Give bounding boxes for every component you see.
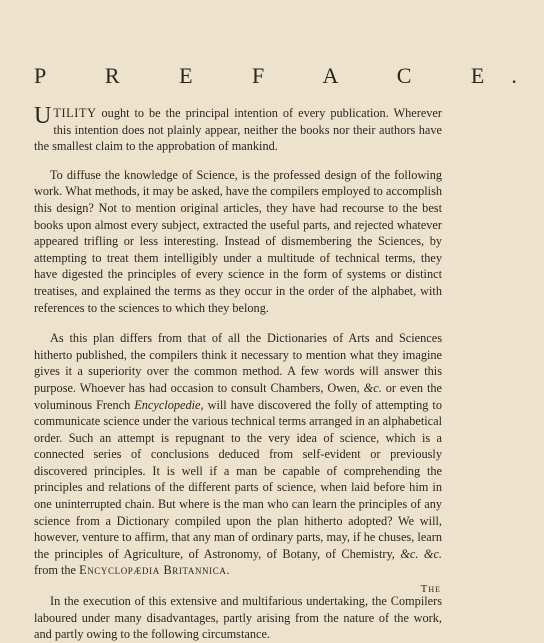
lead-word: TILITY — [53, 106, 97, 120]
drop-cap: U — [34, 103, 52, 129]
plan-text-2: or even the voluminous French — [34, 380, 442, 412]
paragraph-science: To diffuse the knowledge of Science, is the professed design of the following work. What methods, it may be asked, have the compilers employed to accomplish this design? Not to mention original articles, they have had recourse to the best books upon almost every subject, extracted the useful parts, and rejected whatever appeared trifling or less interesting. Instead of dismembering the Sciences, by attempting to treat them intelligibly under a multitude of technical terms, they have digested the principles of every science in the form of systems or distinct treatises, and explained the terms as they occur in the order of the alphabet, with references to the sciences to which they belong. — [34, 167, 442, 315]
page-title: P R E F A C E. — [34, 63, 544, 88]
plan-text-end: . — [226, 563, 230, 578]
paragraph-utility-text: ought to be the principal intention of every publication. Wherever this intention does not plainly appear, neither the books nor their authors have the smallest claim to the approbation of mankind. — [34, 106, 442, 154]
paragraph-plan — [34, 330, 442, 579]
plan-text-3: , will have discovered the folly of attempting to communicate science under the various technical terms arranged in an alphabetical order. Such an attempt is repugnant to the very idea of science, which is a connected series of conclusions deduced from self-evident or previously discovered principles. It is well if a man be capable of comprehending the principles and relations of the different parts of science, when laid before him in one uninterrupted chain. But where is the man who can learn the principles of any science from a Dictionary compiled upon the plan hitherto adopted? We will, however, venture to affirm, that any man of ordinary parts, may, if he chuses, learn the principles of Agriculture, of Astronomy, of Botany, of Chemistry, — [34, 397, 442, 561]
catchword: The — [420, 583, 441, 595]
britannica-title: Encyclopædia Britannica — [79, 563, 227, 578]
paragraph-execution: In the execution of this extensive and multifarious undertaking, the Compilers laboured under many disadvantages, partly arising from the nature of the work, and partly owing to the following circumstance. — [34, 594, 442, 642]
plan-text-4: from the — [34, 563, 80, 578]
paragraph-utility — [34, 105, 442, 155]
etc-2: &c. &c. — [400, 546, 442, 561]
encyclopedie-word: Encyclopedie — [134, 397, 201, 412]
plan-text-1: As this plan differs from that of all the Dictionaries of Arts and Sciences hitherto published, the compilers think it necessary to mention what they imagine gives it a superiority over the common method. A few words will answer this purpose. Whoever has had occasion to consult Chambers, Owen, — [34, 331, 442, 395]
etc-1: &c. — [363, 380, 382, 395]
